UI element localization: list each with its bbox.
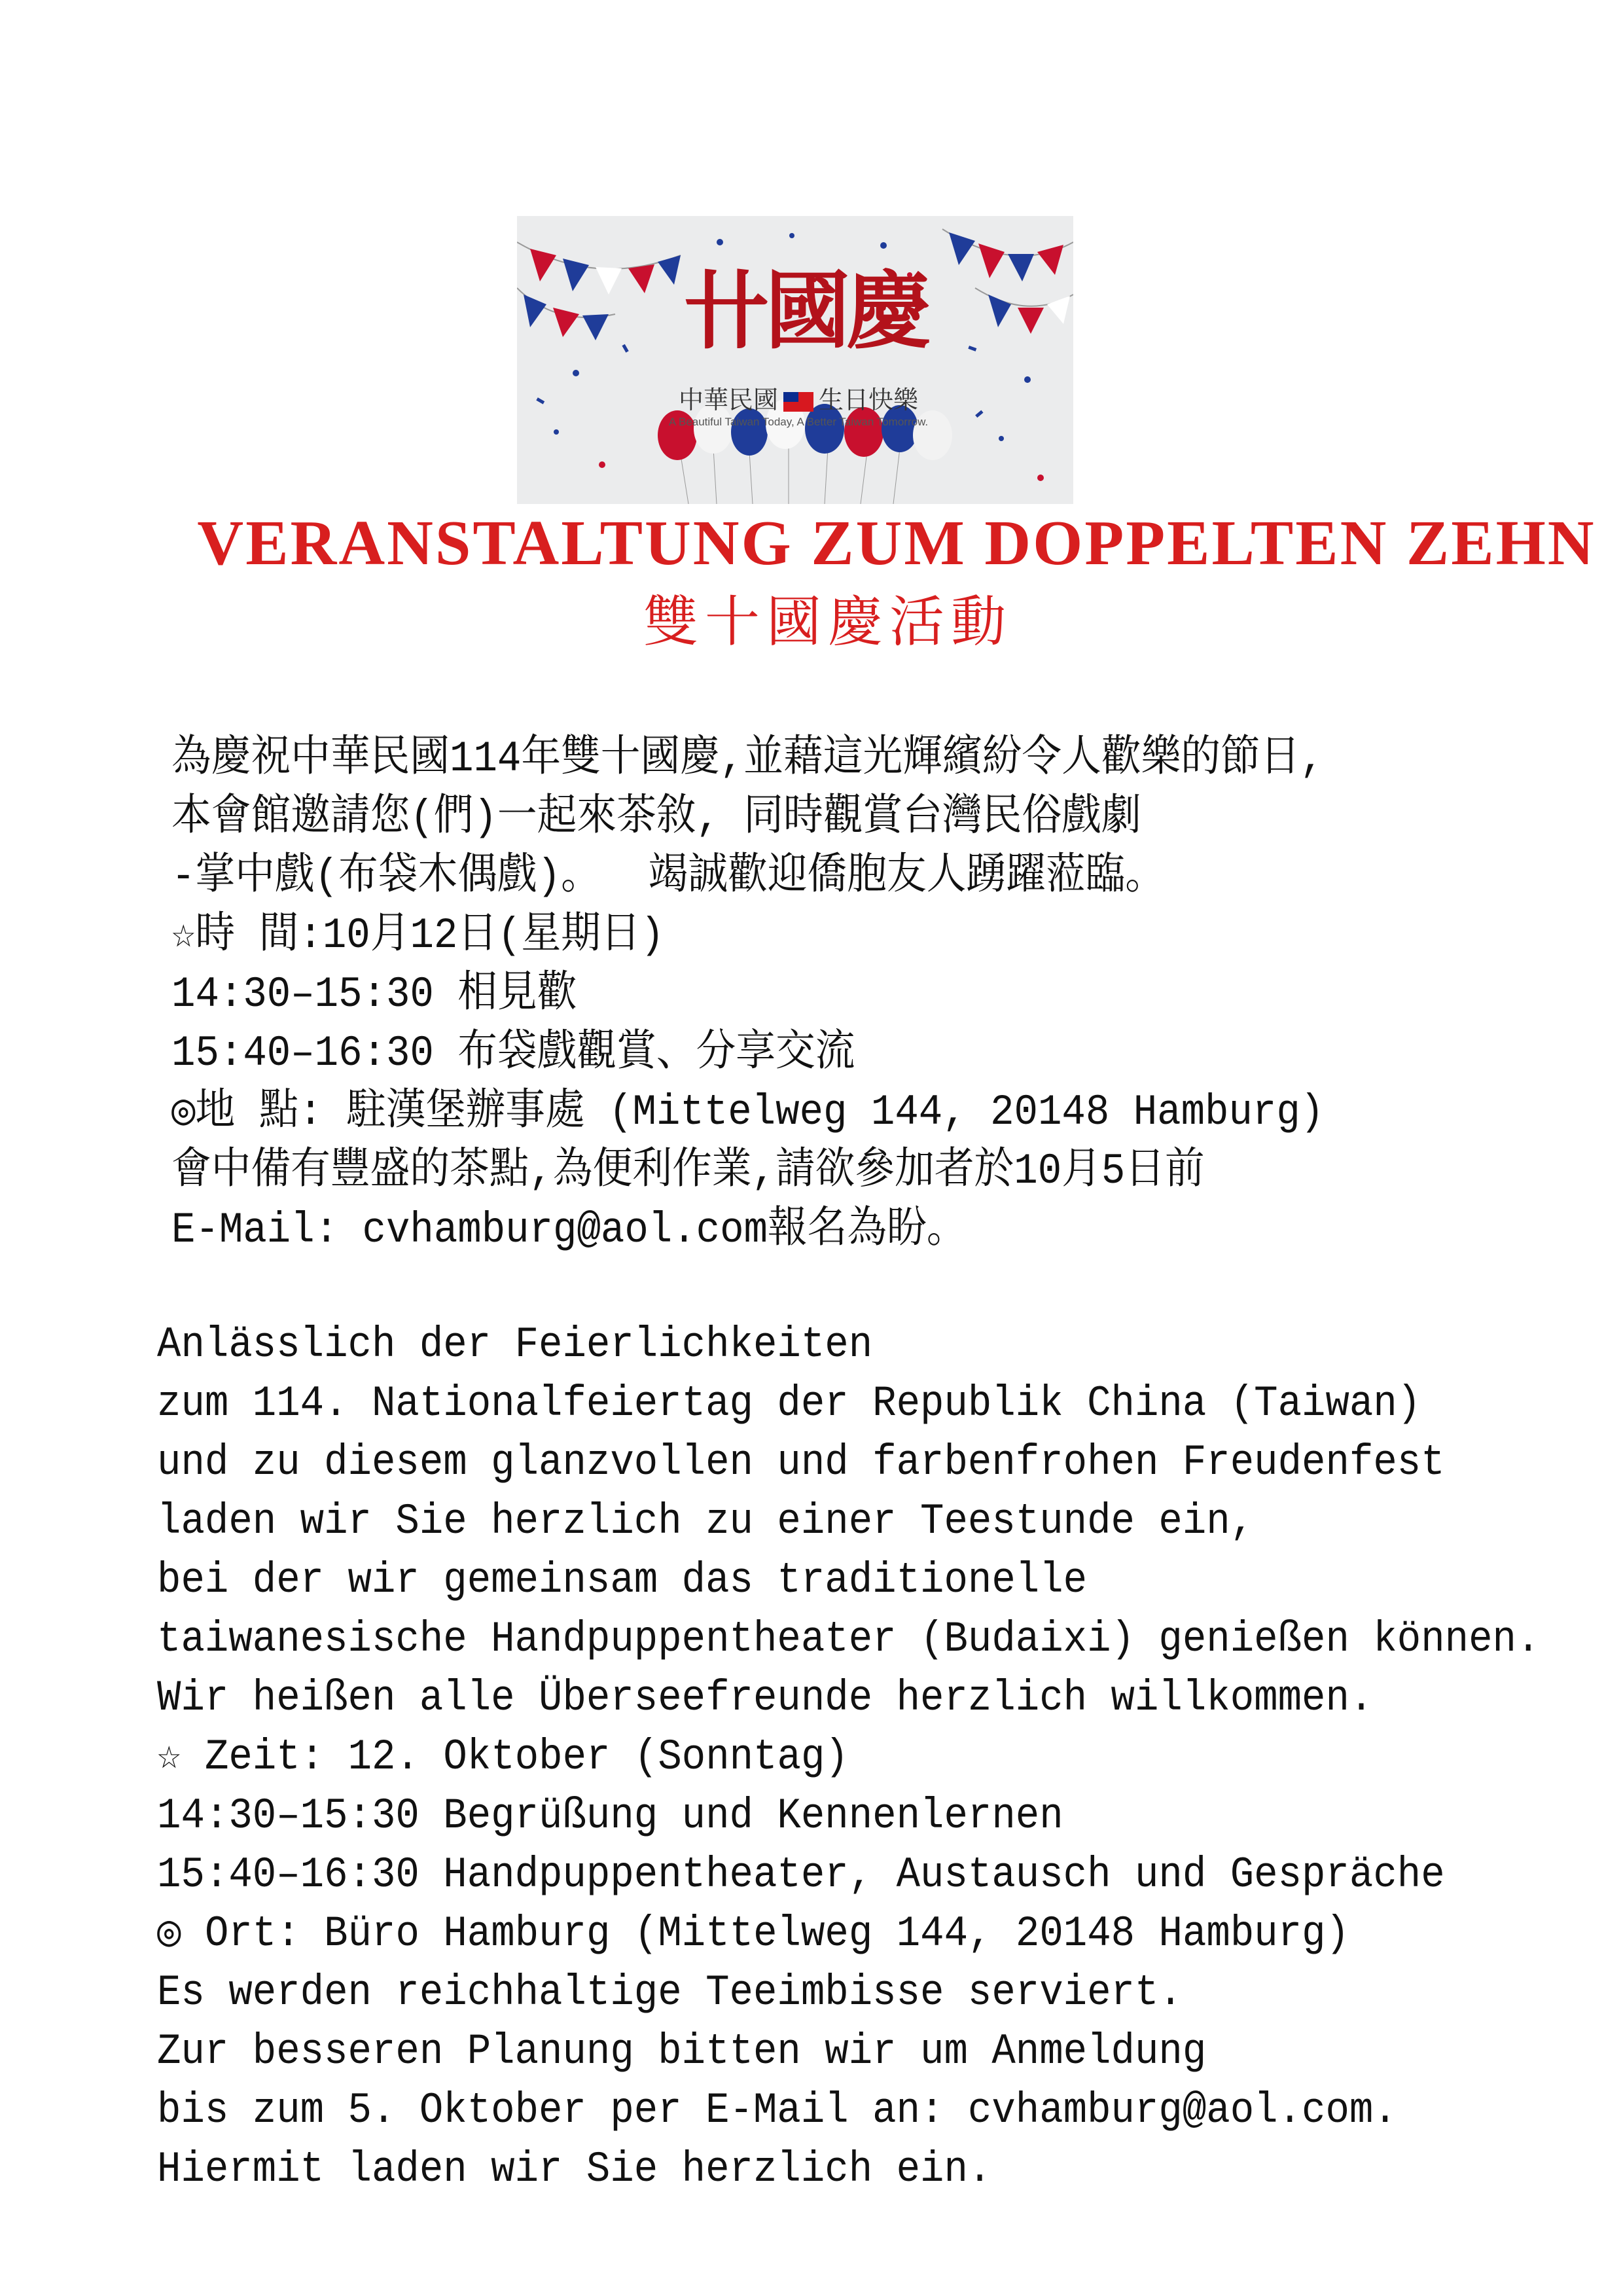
zh-line: 會中備有豐盛的茶點,為便利作業,請欲參加者於10月5日前 [171,1147,1205,1196]
de-line: Hiermit laden wir Sie herzlich ein. [157,2145,992,2194]
zh-line: 本會館邀請您(們)一起來茶敘, 同時觀賞台灣民俗戲劇 [171,793,1141,842]
national-day-banner [517,216,1073,504]
de-schedule-2: 15:40–16:30 Handpuppentheater, Austausch und Gespräche [157,1850,1445,1899]
de-line: Wir heißen alle Überseefreunde herzlich willkommen. [157,1674,1374,1723]
zh-time: ☆時 間:10月12日(星期日) [171,911,665,960]
banner-logo: 卄國慶 [684,261,928,361]
de-line: Es werden reichhaltige Teeimbisse serviert. [157,1968,1183,2017]
banner-tagline: A Beautiful Taiwan Today, A Better Taiwan Tomorrow. [668,416,929,428]
taiwan-flag-icon [783,392,813,412]
de-time: ☆ Zeit: 12. Oktober (Sonntag) [157,1732,849,1782]
de-email: bis zum 5. Oktober per E-Mail an: cvhamburg@aol.com. [157,2086,1397,2135]
de-line: bei der wir gemeinsam das traditionelle [157,1556,1088,1605]
de-line: taiwanesische Handpuppentheater (Budaixi) genießen können. [157,1615,1541,1664]
title-chinese: 雙十國慶活動 [643,590,1012,654]
de-location: ◎ Ort: Büro Hamburg (Mittelweg 144, 20148 Hamburg) [157,1909,1350,1958]
banner-subtitle-right: 生日快樂 [819,386,919,414]
de-schedule-1: 14:30–15:30 Begrüßung und Kennenlernen [157,1791,1063,1840]
de-line: und zu diesem glanzvollen und farbenfrohen Freudenfest [157,1438,1445,1487]
de-line: Anlässlich der Feierlichkeiten [157,1320,873,1369]
banner-subtitle [648,380,949,416]
de-line: laden wir Sie herzlich zu einer Teestunde ein, [157,1497,1255,1546]
chinese-invitation [171,730,1578,1260]
banner-subtitle-left: 中華民國 [678,386,778,414]
zh-location: ◎地 點: 駐漢堡辦事處 (Mittelweg 144, 20148 Hamburg) [171,1088,1325,1137]
zh-email: E-Mail: cvhamburg@aol.com報名為盼。 [171,1206,967,1255]
de-line: zum 114. Nationalfeiertag der Republik China (Taiwan) [157,1379,1421,1428]
german-invitation [157,1316,1597,2199]
title-german: VERANSTALTUNG ZUM DOPPELTEN ZEHN [197,508,1596,579]
de-line: Zur besseren Planung bitten wir um Anmeldung [157,2027,1207,2076]
zh-schedule-1: 14:30–15:30 相見歡 [171,970,577,1019]
zh-schedule-2: 15:40–16:30 布袋戲觀賞、分享交流 [171,1029,855,1078]
zh-line: -掌中戲(布袋木偶戲)。 竭誠歡迎僑胞友人踴躍蒞臨。 [171,852,1166,901]
zh-line: 為慶祝中華民國114年雙十國慶,並藉這光輝繽紛令人歡樂的節日, [171,734,1324,783]
